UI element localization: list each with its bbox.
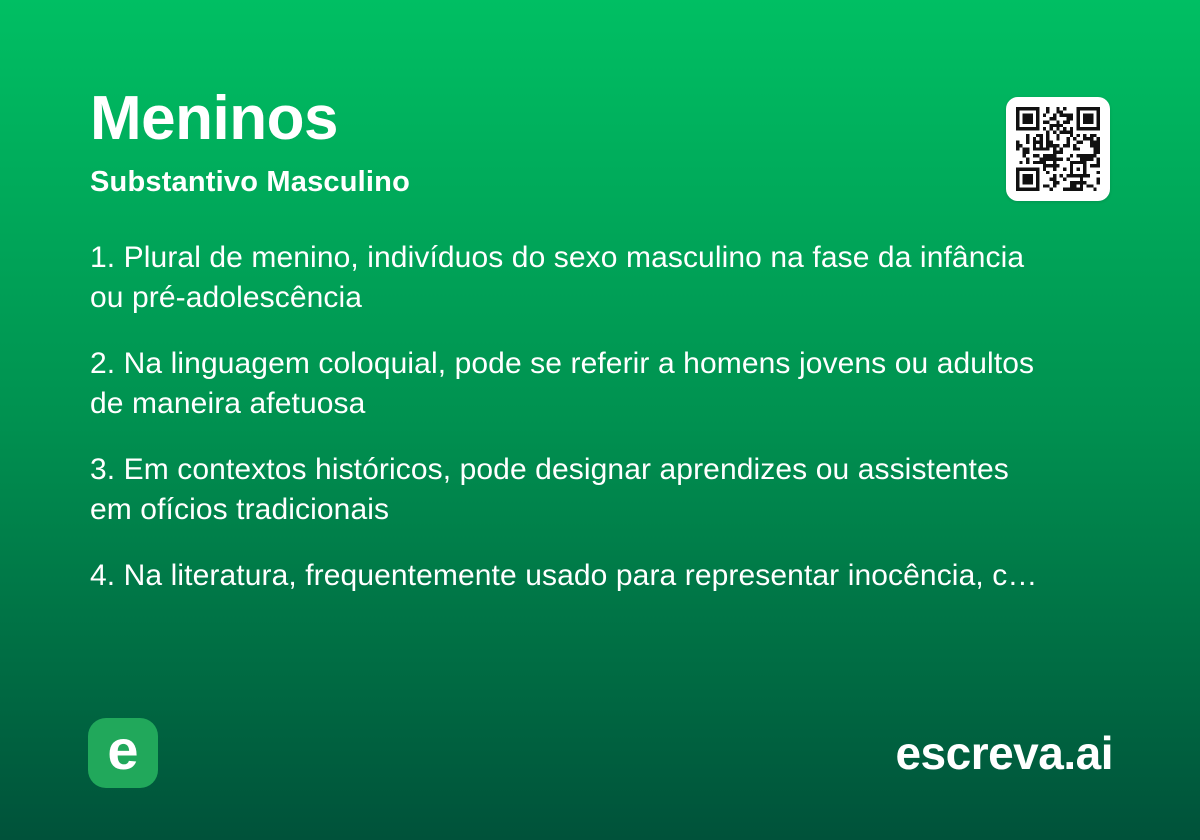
qr-code-pattern [1016, 107, 1100, 191]
word-class-subtitle: Substantivo Masculino [90, 166, 411, 198]
header [90, 84, 950, 199]
definition-item-4: 4. Na literatura, frequentemente usado para representar inocência, c… [90, 559, 1038, 592]
brand-name: escreva.ai [895, 727, 1113, 779]
logo-letter: e [107, 718, 139, 781]
definition-item-3: 3. Em contextos históricos, pode designar aprendizes ou assistentes em ofícios tradicionais [90, 453, 1009, 526]
definition-item-1: 1. Plural de menino, indivíduos do sexo masculino na fase da infância ou pré-adolescência [90, 241, 1025, 314]
definition-item-2: 2. Na linguagem coloquial, pode se referir a homens jovens ou adultos de maneira afetuosa [90, 347, 1035, 420]
word-title: Meninos [90, 84, 338, 153]
brand-logo-icon [88, 718, 158, 788]
definitions-list [90, 238, 1050, 622]
qr-code [1006, 97, 1110, 201]
